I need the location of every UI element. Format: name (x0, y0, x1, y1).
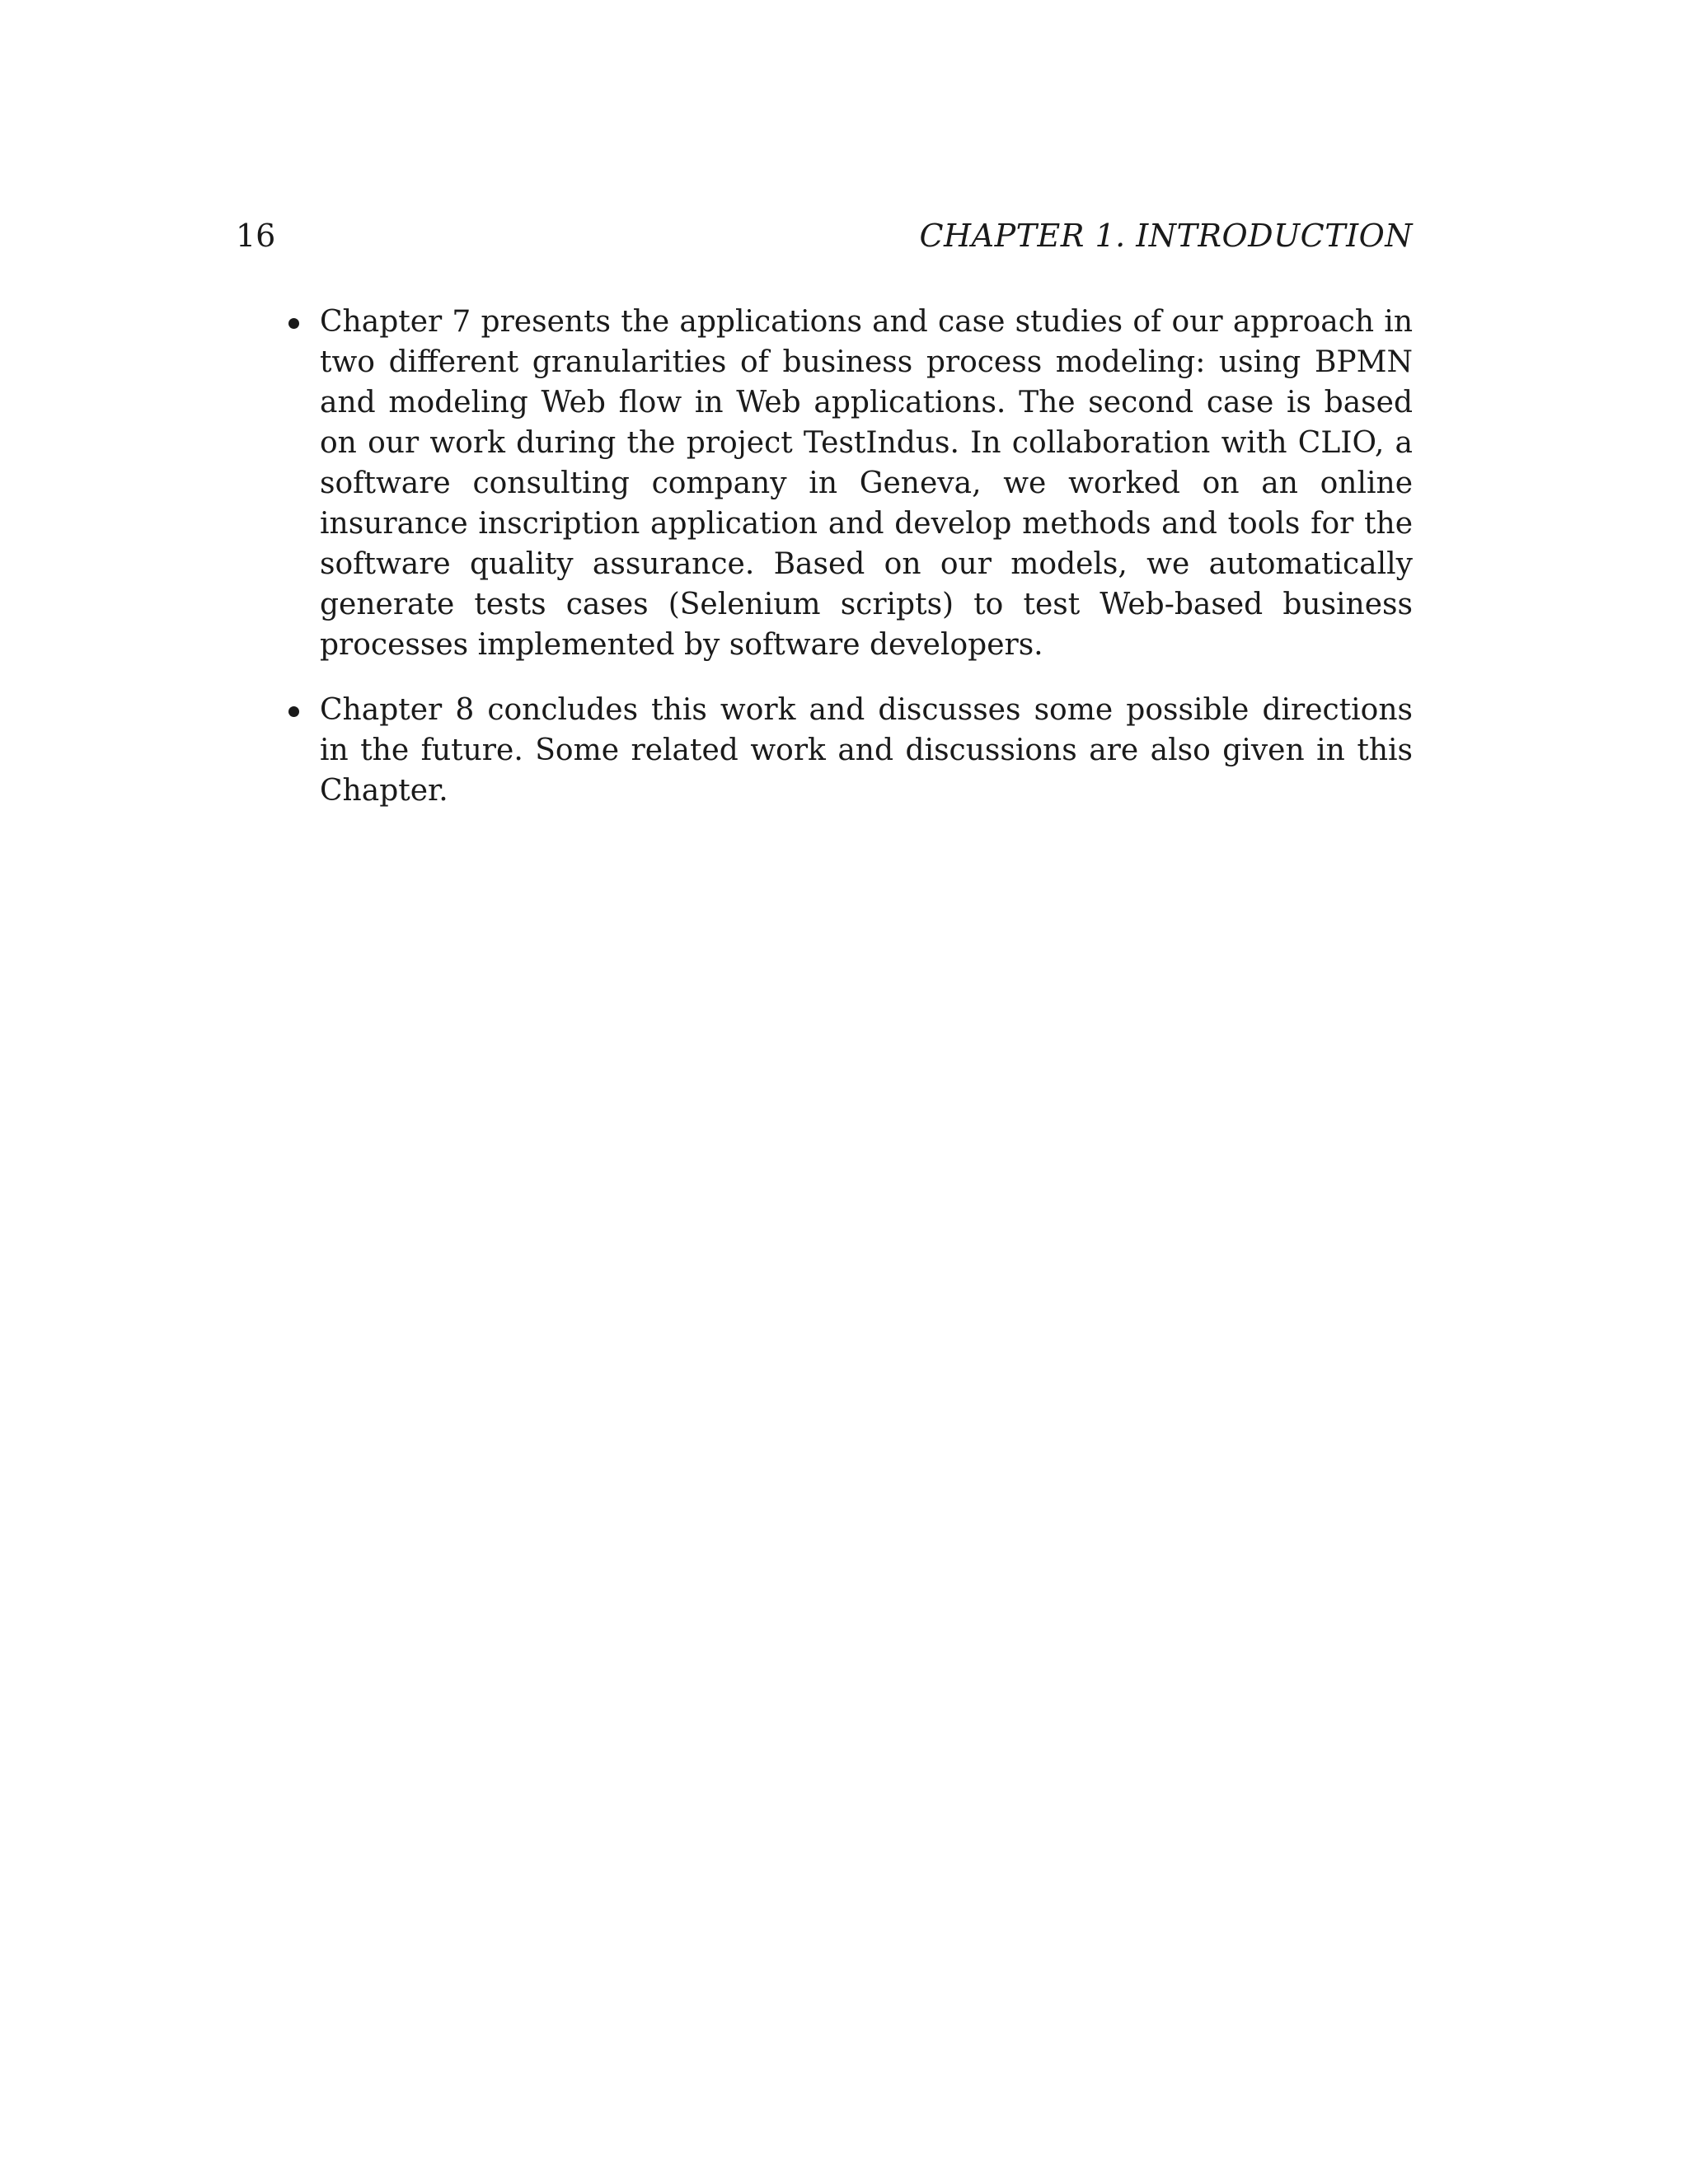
list-item (282, 690, 1413, 811)
page-number: 16 (236, 218, 276, 254)
chapter-summary-list (282, 302, 1413, 811)
chapter-header: CHAPTER 1. INTRODUCTION (919, 218, 1413, 254)
running-head (236, 213, 1413, 259)
list-item-text: Chapter 8 concludes this work and discusses some possible directions in the future. Some related work and discussions are also given in this Chapter. (320, 693, 1413, 808)
main-content (282, 302, 1413, 836)
list-item (282, 302, 1413, 665)
list-item-text: Chapter 7 presents the applications and case studies of our approach in two different granularities of business process modeling: using BPMN and modeling Web flow in Web applications. The second case is based on our work during the project TestIndus. In collaboration with CLIO, a software consulting company in Geneva, we worked on an online insurance inscription application and develop methods and tools for the software quality assurance. Based on our models, we automatically generate tests cases (Selenium scripts) to test Web-based business processes implemented by software developers. (320, 305, 1413, 662)
bullet-icon (288, 318, 299, 329)
bullet-icon (288, 706, 299, 717)
